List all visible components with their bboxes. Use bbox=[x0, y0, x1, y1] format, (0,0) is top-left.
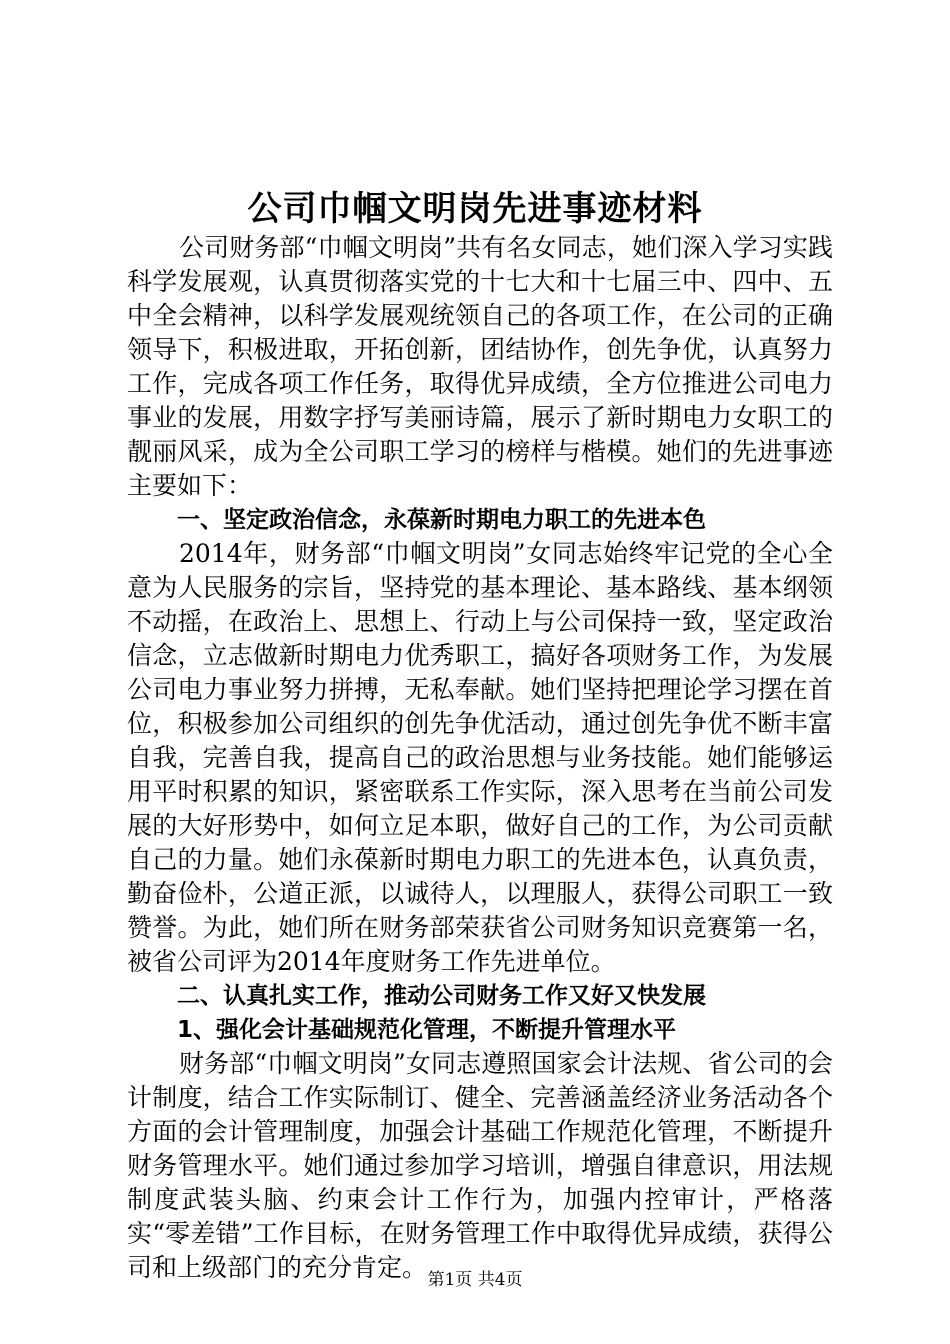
intro-paragraph: 公司财务部“巾帼文明岗”共有名女同志，她们深入学习实践科学发展观，认真贯彻落实党的十七大和十七届三中、四中、五中全会精神，以科学发展观统领自己的各项工作，在公司的正确领导下，积极进取，开拓创新，团结协作，创先争优，认真努力工作，完成各项工作任务，取得优异成绩，全方位推进公司电力事业的发展，用数字抒写美丽诗篇，展示了新时期电力女职工的靓丽风采，成为全公司职工学习的榜样与楷模。她们的先进事迹主要如下： bbox=[127, 233, 833, 500]
document-body bbox=[127, 231, 833, 1285]
subsection-heading-1: 1、强化会计基础规范化管理，不断提升管理水平 bbox=[177, 1017, 677, 1043]
section-heading-1: 一、坚定政治信念，永葆新时期电力职工的先进本色 bbox=[177, 507, 706, 533]
section-heading-2: 二、认真扎实工作，推动公司财务工作又好又快发展 bbox=[177, 983, 706, 1009]
subsection-1-paragraph: 财务部“巾帼文明岗”女同志遵照国家会计法规、省公司的会计制度，结合工作实际制订、健全、完善涵盖经济业务活动各个方面的会计管理制度，加强会计基础工作规范化管理，不断提升财务管理水平。她们通过参加学习培训，增强自律意识，用法规制度武装头脑、约束会计工作行为，加强内控审计，严格落实“零差错”工作目标，在财务管理工作中取得优异成绩，获得公司和上级部门的充分肯定。 bbox=[127, 1049, 833, 1282]
section-1-paragraph: 2014年，财务部“巾帼文明岗”女同志始终牢记党的全心全意为人民服务的宗旨，坚持党的基本理论、基本路线、基本纲领不动摇，在政治上、思想上、行动上与公司保持一致，坚定政治信念，立志做新时期电力优秀职工，搞好各项财务工作，为发展公司电力事业努力拼搏，无私奉献。她们坚持把理论学习摆在首位，积极参加公司组织的创先争优活动，通过创先争优不断丰富自我，完善自我，提高自己的政治思想与业务技能。她们能够运用平时积累的知识，紧密联系工作实际，深入思考在当前公司发展的大好形势中，如何立足本职，做好自己的工作，为公司贡献自己的力量。她们永葆新时期电力职工的先进本色，认真负责，勤奋俭朴，公道正派，以诚待人，以理服人，获得公司职工一致赞誉。为此，她们所在财务部荣获省公司财务知识竞赛第一名，被省公司评为2014年度财务工作先进单位。 bbox=[127, 539, 833, 976]
document-title: 公司巾帼文明岗先进事迹材料 bbox=[247, 189, 703, 229]
page-footer: 第1页 共4页 bbox=[427, 1270, 523, 1290]
